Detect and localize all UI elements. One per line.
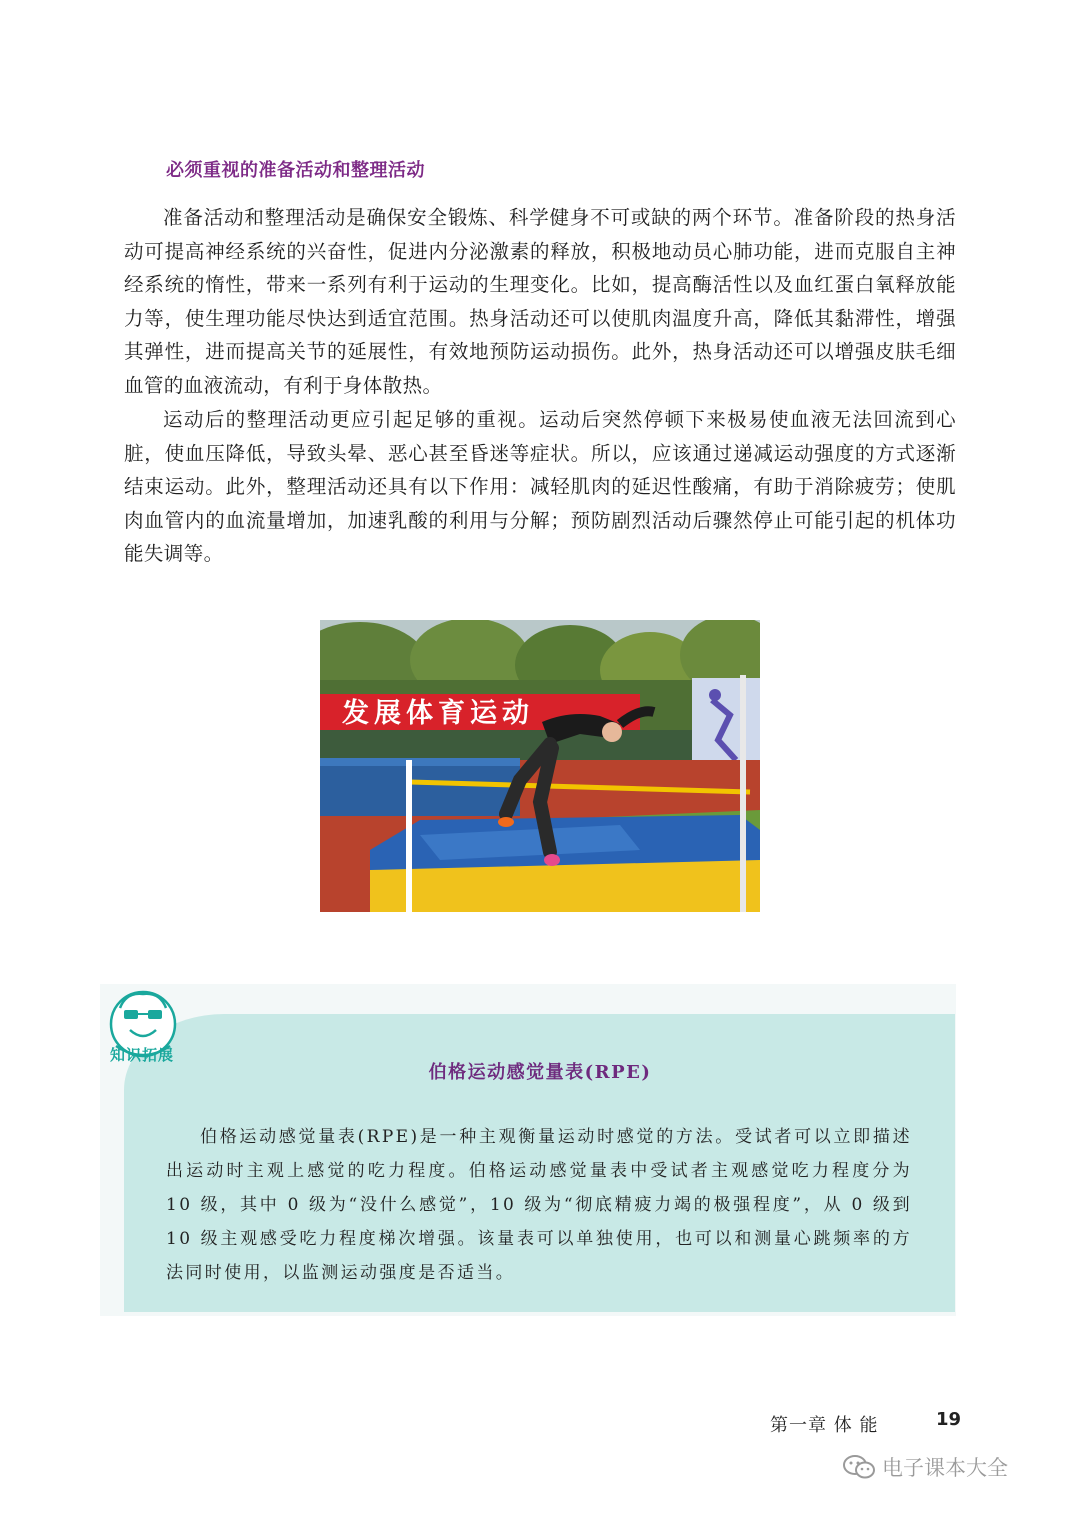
section-title: 必须重视的准备活动和整理活动 (166, 160, 425, 181)
chapter-label: 第一章 体 能 (770, 1415, 879, 1436)
page-number: 19 (936, 1409, 962, 1430)
rpe-title: 伯格运动感觉量表(RPE) (428, 1062, 652, 1083)
paragraph-cooldown: 运动后的整理活动更应引起足够的重视。运动后突然停顿下来极易使血液无法回流到心脏，使血压降低，导致头晕、恶心甚至昏迷等症状。所以，应该通过递减运动强度的方式逐渐结束运动。此外，整理活动还具有以下作用：减轻肌肉的延迟性酸痛，有助于消除疲劳；使肌肉血管内的血流量增加，加速乳酸的利用与分解；预防剧烈活动后骤然停止可能引起的机体功能失调等。 (124, 408, 956, 565)
watermark-text: 电子课本大全 (882, 1456, 1008, 1480)
watermark (842, 1452, 1008, 1482)
rpe-description: 伯格运动感觉量表(RPE)是一种主观衡量运动时感觉的方法。受试者可以立即描述出运动时主观上感觉的吃力程度。伯格运动感觉量表中受试者主观感觉吃力程度分为 10 级，其中 0 级为“没什么感觉”，10 级为“彻底精疲力竭的极强程度”，从 0 级到 10 级主观感受吃力程度梯次增强。该量表可以单独使用，也可以和测量心跳频率的方法同时使用，以监测运动强度是否适当。 (166, 1127, 912, 1283)
paragraph-warmup: 准备活动和整理活动是确保安全锻炼、科学健身不可或缺的两个环节。准备阶段的热身活动可提高神经系统的兴奋性，促进内分泌激素的释放，积极地动员心肺功能，进而克服自主神经系统的惰性，带来一系列有利于运动的生理变化。比如，提高酶活性以及血红蛋白氧释放能力等，使生理功能尽快达到适宜范围。热身活动还可以使肌肉温度升高，降低其黏滞性，增强其弹性，进而提高关节的延展性，有效地预防运动损伤。此外，热身活动还可以增强皮肤毛细血管的血液流动，有利于身体散热。 (124, 206, 956, 397)
high-jump-photo (320, 620, 760, 912)
knowledge-extension-label: 知识拓展 (109, 1046, 174, 1064)
wechat-icon (842, 1454, 876, 1480)
banner-text: 发展体育运动 (342, 698, 534, 729)
